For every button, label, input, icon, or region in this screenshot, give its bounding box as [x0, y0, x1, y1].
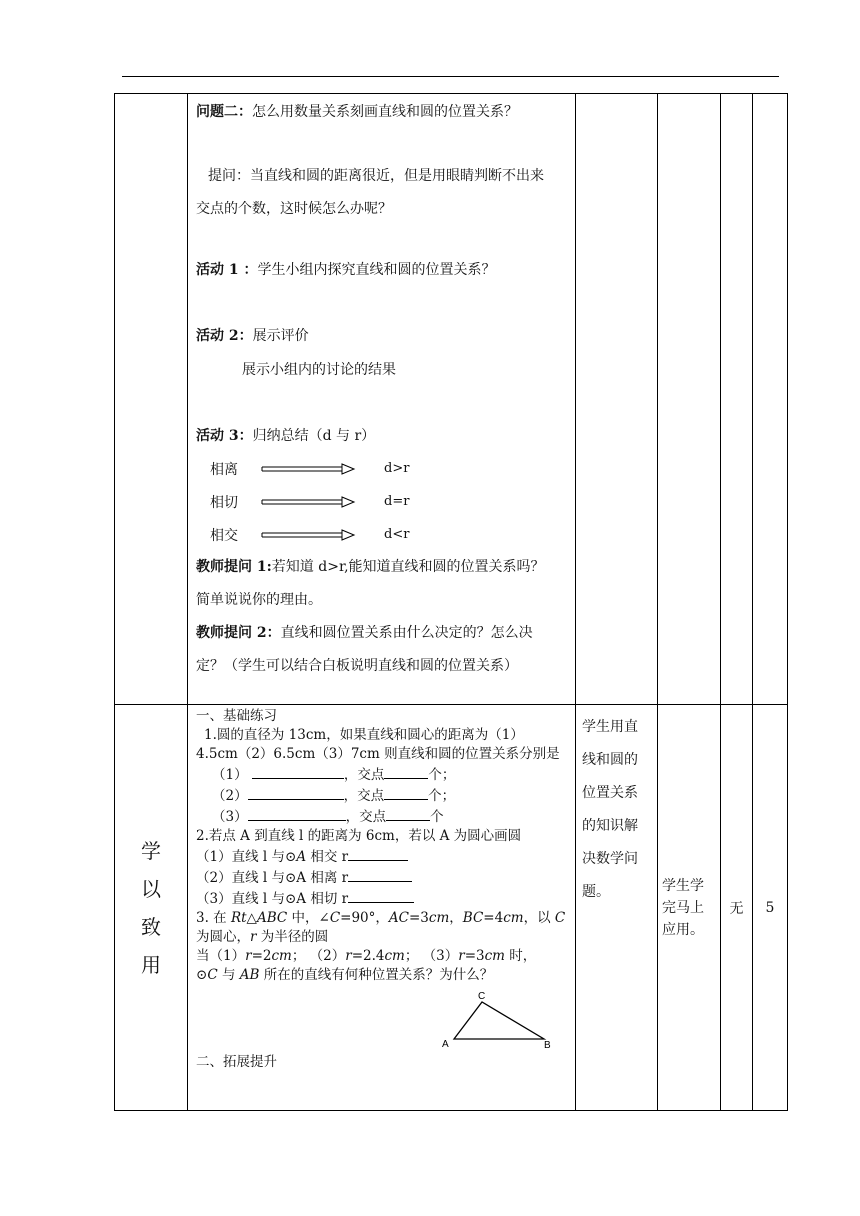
item-text: ，交点 [345, 809, 387, 825]
activity-1-label: 活动 1 ： [196, 262, 258, 278]
design-intent-cell: 学生学完马上应用。 [658, 705, 721, 1111]
text: =3 [464, 948, 485, 964]
text: 所在的直线有何种位置关系？为什么？ [259, 967, 494, 983]
teacher-question-1-label: 教师提问 1: [196, 559, 272, 575]
empty-cell [721, 94, 753, 705]
relation-name: 相离 [210, 461, 238, 478]
table-row [115, 94, 788, 705]
relation-row [196, 518, 569, 551]
exercise-1-line-2: 4.5cm（2）6.5cm（3）7cm 则直线和圆的位置关系分别是 [196, 746, 560, 762]
text: ； （3） [404, 948, 459, 964]
relation-condition: d<r [384, 527, 410, 542]
exercise-3-line-2 [196, 928, 569, 947]
exercise-1-item [196, 806, 569, 827]
extension-title: 二、拓展提升 [196, 1054, 277, 1070]
unit: cm [428, 910, 450, 926]
math: r [250, 929, 257, 945]
unit: cm [271, 948, 292, 964]
item-number: （3） [196, 891, 232, 907]
answer-blank [348, 888, 414, 903]
answer-blank [386, 806, 430, 821]
answer-blank [348, 867, 412, 882]
item-text: 直线 l 与⊙A 相离 r [231, 870, 349, 886]
unit: cm [384, 948, 405, 964]
empty-cell [658, 94, 721, 705]
math: C [329, 910, 341, 926]
item-number: （1） [212, 767, 248, 783]
vertex-b-label: B [544, 1040, 551, 1051]
activity-3-text: 归纳总结（d 与 r） [252, 428, 376, 444]
relation-name: 相交 [210, 527, 238, 544]
item-text: 个； [428, 767, 456, 783]
text: ，以 [523, 910, 555, 926]
activity-2-sub: 展示小组内的讨论的结果 [242, 362, 396, 378]
teacher-question-2-text: 直线和圆位置关系由什么决定的？怎么决 [280, 625, 533, 641]
item-text: 直线 l 与⊙ [231, 849, 297, 865]
section-title-cell [115, 705, 188, 1111]
unit: cm [503, 910, 524, 926]
exercise-2-item [196, 888, 569, 909]
section-char: 以 [141, 876, 161, 901]
exercise-cell [188, 705, 576, 1111]
teacher-question-2-text-2: 定？（学生可以结合白板说明直线和圆的位置关系） [196, 658, 518, 674]
exercise-2-line-1: 2.若点 A 到直线 l 的距离为 6cm，若以 A 为圆心画圆 [196, 828, 522, 844]
item-number: （1） [196, 849, 232, 865]
exercise-3-line-3 [196, 947, 569, 966]
section-cell-empty [115, 94, 188, 705]
header-rule [122, 76, 779, 77]
text: =4 [483, 910, 504, 926]
relation-condition: d=r [384, 494, 410, 509]
text: ⊙ [196, 967, 208, 983]
exercise-1-item [196, 785, 569, 806]
answer-blank [248, 806, 346, 821]
activity-2-label: 活动 2： [196, 328, 253, 344]
arrow-icon [260, 529, 356, 541]
teacher-question-1-text: 若知道 d>r,能知道直线和圆的位置关系吗？ [271, 559, 545, 575]
item-text: 直线 l 与⊙A 相切 r [231, 891, 349, 907]
content-cell [188, 94, 576, 705]
empty-cell [576, 94, 658, 705]
relation-row [196, 452, 569, 485]
text: =90°， [340, 910, 389, 926]
item-text: 相交 r [306, 849, 349, 865]
text: 3. 在 [196, 910, 231, 926]
item-text: ，交点 [343, 788, 385, 804]
arrow-icon [260, 463, 356, 475]
teacher-question-1-text-2: 简单说说你的理由。 [196, 592, 322, 608]
math: Rt△ABC [230, 910, 288, 926]
text: =2.4 [351, 948, 385, 964]
item-text: 个； [428, 788, 456, 804]
text: =2 [251, 948, 272, 964]
arrow-icon [260, 496, 356, 508]
answer-blank [384, 764, 428, 779]
activity-1-text: 学生小组内探究直线和圆的位置关系？ [257, 262, 496, 278]
prompt-line-2: 交点的个数，这时候怎么办呢？ [196, 201, 392, 217]
answer-blank [252, 764, 344, 779]
lesson-table [114, 93, 788, 1111]
exercise-2-item [196, 867, 569, 888]
text: 为半径的圆 [256, 929, 329, 945]
text: ； （2） [291, 948, 346, 964]
vertex-a-label: A [442, 1039, 449, 1050]
math: AB [239, 967, 260, 983]
text: =3 [409, 910, 429, 926]
exercise-3-question [196, 966, 569, 985]
item-text: 个 [430, 809, 444, 825]
text: 为圆心， [196, 929, 250, 945]
table-row [115, 705, 788, 1111]
exercise-3-line-1: 3. 在 Rt△ABC 中，∠C=90°，AC=3cm，BC=4cm，以 C [196, 910, 566, 926]
prompt-line-1: 提问：当直线和圆的距离很近，但是用眼睛判断不出来 [208, 168, 544, 184]
exercise-1-line-1: 1.圆的直径为 13cm，如果直线和圆心的距离为（1） [204, 727, 524, 743]
math: r [458, 948, 465, 964]
question-two-label: 问题二： [196, 104, 252, 120]
relation-condition: d>r [384, 461, 410, 476]
math: C [207, 967, 218, 983]
item-number: （2） [212, 788, 248, 804]
section-char: 致 [141, 914, 161, 939]
vertex-c-label: C [478, 991, 486, 1002]
math: AC [388, 910, 409, 926]
answer-blank [248, 785, 344, 800]
text: 中，∠ [287, 910, 330, 926]
time-cell: 5 [753, 705, 788, 1111]
basic-practice-title: 一、基础练习 [196, 708, 277, 724]
item-text: ，交点 [343, 767, 385, 783]
math: r [245, 948, 252, 964]
unit: cm [484, 948, 505, 964]
resource-cell: 无 [721, 705, 753, 1111]
activity-3-label: 活动 3： [196, 428, 253, 444]
exercise-1-item [196, 764, 569, 785]
exercise-2-item [196, 846, 569, 867]
empty-cell [753, 94, 788, 705]
item-number: （2） [196, 870, 232, 886]
student-activity-cell: 学生用直线和圆的位置关系的知识解决数学问题。 [576, 705, 658, 1111]
relation-name: 相切 [210, 494, 238, 511]
triangle-diagram [440, 989, 560, 1051]
question-two-text: 怎么用数量关系刻画直线和圆的位置关系？ [252, 104, 518, 120]
item-number: （3） [212, 809, 248, 825]
answer-blank [384, 785, 428, 800]
relation-row [196, 485, 569, 518]
text: 当（1） [196, 948, 246, 964]
math: r [345, 948, 352, 964]
text: 与 [217, 967, 240, 983]
text: 时， [505, 948, 537, 964]
math: C [554, 910, 566, 926]
section-char: 用 [141, 952, 161, 977]
section-char: 学 [141, 838, 161, 863]
activity-2-text: 展示评价 [252, 328, 309, 344]
teacher-question-2-label: 教师提问 2： [196, 625, 281, 641]
point-label: A [296, 849, 307, 865]
math: BC [462, 910, 484, 926]
answer-blank [348, 846, 408, 861]
